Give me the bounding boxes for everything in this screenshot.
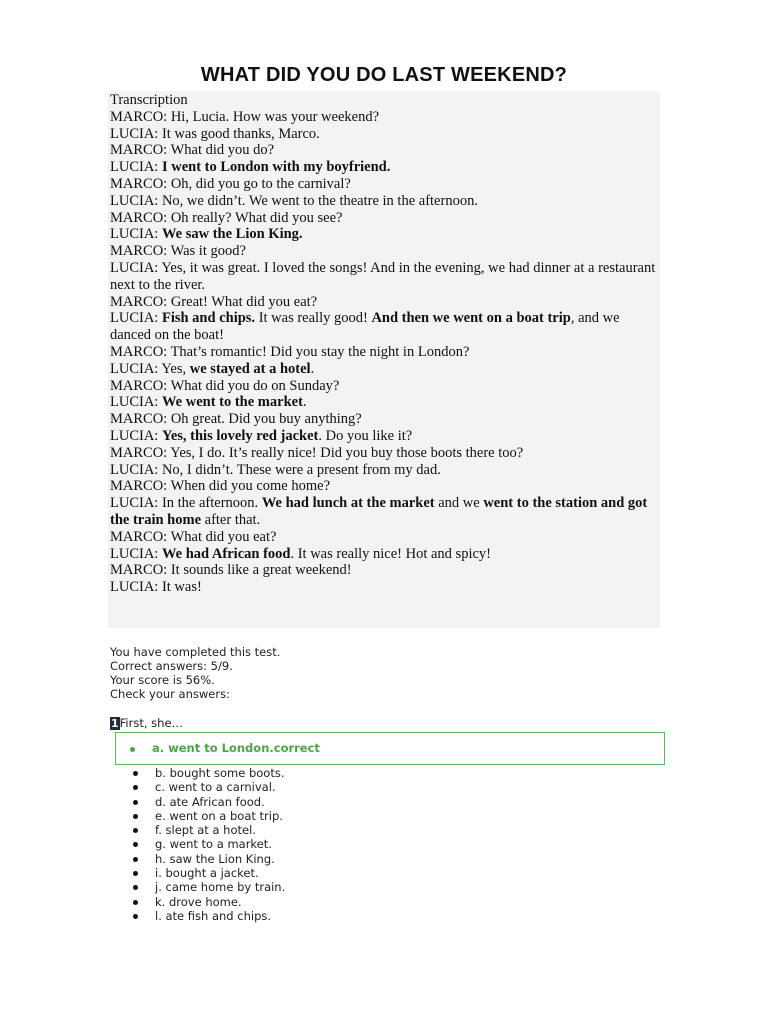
transcript-bold-text: We had African food	[161, 545, 291, 562]
bullet-icon	[133, 814, 138, 819]
transcript-text: MARCO: Oh great. Did you buy anything?	[110, 411, 362, 428]
transcript-line	[110, 210, 658, 227]
transcript-line	[110, 260, 658, 294]
transcript-text: LUCIA: No, we didn’t. We went to the theatre in the afternoon.	[110, 192, 478, 209]
transcript-line	[110, 462, 658, 479]
bullet-icon	[133, 785, 138, 790]
bullet-icon	[133, 828, 138, 833]
transcript-text: MARCO: Yes, I do. It’s really nice! Did you buy those boots there too?	[110, 444, 524, 461]
transcript-line	[110, 142, 658, 159]
bullet-icon	[130, 747, 135, 752]
transcript-text: MARCO: Oh really? What did you see?	[110, 209, 343, 226]
answer-option	[133, 766, 285, 780]
answer-option-text: g. went to a market.	[155, 837, 272, 852]
bullet-icon	[133, 871, 138, 876]
check-answers-label: Check your answers:	[110, 687, 230, 701]
transcript-text: LUCIA:	[110, 226, 162, 243]
answer-options-list	[133, 766, 285, 923]
transcript-panel	[108, 91, 660, 628]
answer-option	[133, 809, 285, 823]
completed-message: You have completed this test.	[110, 645, 281, 659]
transcript-line	[110, 445, 658, 462]
transcript-text: LUCIA:	[110, 159, 162, 176]
transcript-text: . It was really nice! Hot and spicy!	[290, 545, 491, 562]
answer-option-text: c. went to a carnival.	[155, 780, 276, 795]
transcript-text: LUCIA: Yes,	[110, 360, 190, 377]
transcript-text: MARCO: Oh, did you go to the carnival?	[110, 175, 351, 192]
transcript-text: LUCIA: No, I didn’t. These were a present from my dad.	[110, 461, 441, 478]
transcript-text: MARCO: Great! What did you eat?	[110, 293, 318, 310]
answer-option-text: b. bought some boots.	[155, 766, 285, 780]
question-text: First, she…	[119, 716, 184, 730]
bullet-icon	[133, 800, 138, 805]
transcript-line	[110, 109, 658, 126]
transcript-line	[110, 361, 658, 378]
answer-option-text: d. ate African food.	[155, 794, 265, 809]
bullet-icon	[133, 885, 138, 890]
correct-answer-option	[115, 732, 665, 765]
transcript-line	[110, 193, 658, 210]
transcript-line	[110, 428, 658, 445]
transcript-line	[110, 126, 658, 143]
transcript-bold-text: went to the station and got the train home	[110, 495, 648, 528]
transcript-text: LUCIA:	[110, 394, 162, 411]
transcript-line	[110, 411, 658, 428]
transcript-text: LUCIA: In the afternoon.	[110, 495, 262, 512]
question-number: 1	[111, 717, 119, 730]
bullet-icon	[133, 842, 138, 847]
transcript-line	[110, 529, 658, 546]
answer-option	[133, 880, 285, 894]
question-1	[110, 716, 183, 730]
transcript-bold-text: And then we went on a boat trip	[371, 310, 571, 327]
transcript-lines	[110, 109, 658, 596]
transcript-text: MARCO: What did you do on Sunday?	[110, 377, 340, 394]
transcript-bold-text: Yes, this lovely red jacket	[161, 427, 319, 444]
transcript-line	[110, 478, 658, 495]
transcript-text: MARCO: Hi, Lucia. How was your weekend?	[110, 108, 380, 125]
answer-option-text: k. drove home.	[155, 894, 242, 909]
answer-option	[133, 909, 285, 923]
transcript-line	[110, 394, 658, 411]
transcript-text: LUCIA: It was good thanks, Marco.	[110, 125, 320, 142]
transcript-text: , and we danced on the boat!	[110, 310, 620, 344]
bullet-icon	[133, 771, 138, 776]
transcript-bold-text: We went to the market	[161, 394, 303, 411]
answer-option	[133, 823, 285, 837]
transcript-line	[110, 310, 658, 344]
bullet-icon	[133, 900, 138, 905]
correct-answer-text: a. went to London.correct	[152, 741, 320, 755]
transcript-text: LUCIA: It was!	[110, 579, 202, 596]
transcript-text: MARCO: What did you eat?	[110, 528, 277, 545]
bullet-icon	[133, 857, 138, 862]
answer-option	[133, 895, 285, 909]
transcript-text: . Do you like it?	[318, 427, 413, 444]
transcript-text: MARCO: What did you do?	[110, 142, 275, 159]
transcript-line	[110, 495, 658, 529]
page-title: WHAT DID YOU DO LAST WEEKEND?	[200, 64, 568, 86]
answer-option-text: i. bought a jacket.	[155, 866, 259, 881]
transcript-text: LUCIA:	[110, 310, 162, 327]
transcript-bold-text: Fish and chips.	[161, 310, 256, 327]
transcript-text: LUCIA: Yes, it was great. I loved the songs! And in the evening, we had dinner at a restaurant next to the river.	[110, 259, 656, 293]
transcript-text: after that.	[201, 511, 261, 528]
answer-option	[133, 866, 285, 880]
transcript-line	[110, 378, 658, 395]
transcript-text: MARCO: When did you come home?	[110, 478, 331, 495]
transcript-bold-text: I went to London with my boyfriend.	[161, 159, 391, 176]
answer-option	[133, 780, 285, 794]
answer-option	[133, 852, 285, 866]
transcript-text: LUCIA:	[110, 545, 162, 562]
transcript-text: LUCIA:	[110, 427, 162, 444]
answer-option	[133, 795, 285, 809]
score-text: Your score is 56%.	[110, 673, 215, 687]
transcript-bold-text: We saw the Lion King.	[161, 226, 303, 243]
answer-option	[133, 837, 285, 851]
transcript-line	[110, 243, 658, 260]
transcript-text: .	[310, 360, 315, 377]
transcript-text: MARCO: Was it good?	[110, 243, 246, 260]
results-summary	[110, 645, 280, 701]
transcript-text: .	[302, 394, 307, 411]
transcript-line	[110, 226, 658, 243]
transcript-line	[110, 294, 658, 311]
transcript-heading: Transcription	[110, 92, 188, 108]
bullet-icon	[133, 914, 138, 919]
answer-option-text: h. saw the Lion King.	[155, 851, 275, 866]
correct-answers: Correct answers: 5/9.	[110, 659, 233, 673]
answer-option-text: e. went on a boat trip.	[155, 808, 283, 823]
answer-option-text: j. came home by train.	[155, 880, 286, 895]
transcript-text: and we	[434, 495, 484, 512]
transcript-line	[110, 176, 658, 193]
transcript-line	[110, 159, 658, 176]
answer-option-text: f. slept at a hotel.	[155, 823, 256, 838]
transcript-bold-text: we stayed at a hotel	[189, 360, 311, 377]
answer-option-text: l. ate fish and chips.	[155, 908, 272, 923]
transcript-line	[110, 546, 658, 563]
transcript-text: MARCO: That’s romantic! Did you stay the night in London?	[110, 343, 470, 360]
transcript-line	[110, 562, 658, 579]
transcript-text: MARCO: It sounds like a great weekend!	[110, 562, 352, 579]
transcript-bold-text: We had lunch at the market	[261, 495, 435, 512]
transcript-text: It was really good!	[255, 310, 372, 327]
transcript-line	[110, 579, 658, 596]
transcript-line	[110, 344, 658, 361]
